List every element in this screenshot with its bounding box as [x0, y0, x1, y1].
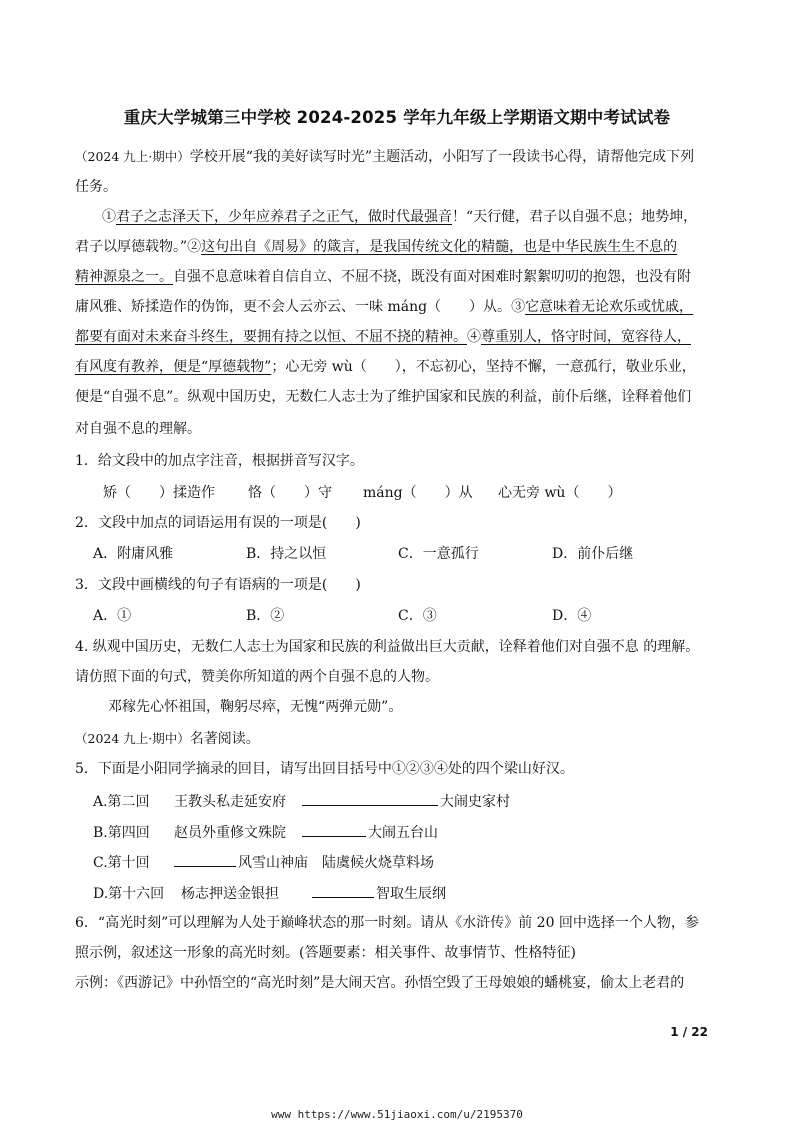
passage-line-2-text: 君子以厚德载物。” [75, 239, 188, 255]
q5-row-a-part1: 王教头私走延安府 [174, 794, 286, 810]
passage-line-1-rest: ！“天行健，君子以自强不息；地势坤， [452, 209, 698, 225]
sentence-4-marker: ④ [467, 329, 481, 345]
passage-line-8: 对自强不息的理解。 [75, 421, 201, 437]
passage-line-4 [75, 297, 693, 317]
question-2-stem: 2．文段中加点的词语运用有误的一项是( ) [75, 515, 361, 531]
q1-item-3: máng（ ）从 [363, 485, 473, 501]
q5-row-a-part2: 大闹史家村 [440, 794, 510, 810]
q3-option-c: C．③ [398, 608, 437, 624]
sentence-1-marker: ① [102, 209, 116, 225]
q3-option-a: A．① [93, 608, 132, 624]
passage-line-6-rest: ；心无旁 wù（ ），不忘初心，坚持不懈，一意孤行，敬业乐业， [271, 359, 696, 375]
q2-option-c: C．一意孤行 [398, 546, 479, 562]
q5-row-b-label: B.第四回 [93, 825, 150, 841]
question-6-line-2: 照示例，叙述这一形象的高光时刻。(答题要素：相关事件、故事情节、性格特征) [75, 945, 576, 961]
q1-item-4: 心无旁 wù（ ） [498, 485, 622, 501]
sentence-3-underlined-end: 都要有面对未来奋斗终生，要拥有持之以恒、不屈不挠的精神。 [75, 329, 467, 345]
q5-row-d-label: D.第十六回 [93, 886, 165, 902]
q5-row-a-label: A.第二回 [93, 794, 150, 810]
passage-line-3 [75, 267, 691, 287]
q5-row-a-blank[interactable] [302, 791, 438, 806]
question-3-stem: 3．文段中画横线的句子有语病的一项是( ) [75, 577, 361, 593]
question-4-line-2: 请仿照下面的句式，赞美你所知道的两个自强不息的人物。 [75, 669, 439, 685]
passage-line-1 [102, 207, 697, 227]
q2-option-b: B．持之以恒 [246, 546, 327, 562]
q5-row-d-blank[interactable] [312, 883, 374, 898]
intro-line-1 [75, 147, 694, 167]
question-1-stem: 1．给文段中的加点字注音，根据拼音写汉字。 [75, 453, 364, 469]
section-2-header [75, 729, 260, 749]
passage-line-5 [75, 327, 691, 347]
sentence-4-underlined: 尊重别人，恪守时间，宽容待人， [481, 329, 691, 345]
q1-item-2: 恪（ ）守 [248, 485, 332, 501]
question-6-example: 示例：《西游记》中孙悟空的“高光时刻”是大闹天宫。孙悟空毁了王母娘娘的蟠桃宴，偷太上老君的 [75, 975, 685, 991]
q5-row-c-part2: 风雪山神庙 陆虞候火烧草料场 [238, 855, 434, 871]
section-2-text: 名著阅读。 [189, 731, 260, 747]
sentence-1-underlined: 君子之志泽天下，少年应养君子之正气，做时代最强音 [116, 209, 452, 225]
sentence-4-underlined-end: 有风度有教养，便是“厚德载物” [75, 359, 272, 375]
intro-line-2: 任务。 [75, 179, 117, 195]
sentence-2-underlined: 这句出自《周易》的箴言，是我国传统文化的精髓，也是中华民族生生不息的 [201, 239, 678, 255]
question-4-line-1: 4. 纵观中国历史，无数仁人志士为国家和民族的利益做出巨大贡献，诠释着他们对自强不息 的理解。 [75, 639, 700, 655]
exam-title: 重庆大学城第三中学校 2024-2025 学年九年级上学期语文期中考试试卷 [123, 108, 671, 127]
sentence-2-marker: ② [187, 239, 202, 255]
passage-line-6 [75, 357, 696, 377]
q5-row-b-blank[interactable] [302, 822, 366, 837]
q5-row-d-part1: 杨志押送金银担 [181, 886, 279, 902]
section-2-source: （2024 九上·期中） [75, 731, 190, 746]
passage-line-2 [75, 237, 677, 257]
intro-text-1: 学校开展“我的美好读写时光”主题活动，小阳写了一段读书心得，请帮他完成下列 [189, 149, 695, 165]
question-4-example: 邓稼先心怀祖国，鞠躬尽瘁，无愧“两弹元勋”。 [108, 699, 403, 715]
q5-row-b-part1: 赵员外重修文殊院 [174, 825, 286, 841]
question-6-line-1: 6．“高光时刻”可以理解为人处于巅峰状态的那一时刻。请从《水浒传》前 20 回中选择一个人物，参 [75, 915, 699, 931]
q1-item-1: 矫（ ）揉造作 [103, 485, 215, 501]
passage-line-3-rest: 自强不息意味着自信自立、不屈不挠，既没有面对困难时絮絮叨叨的抱怨，也没有附 [173, 269, 691, 285]
q5-row-c-blank[interactable] [174, 852, 236, 867]
q3-option-b: B．② [246, 608, 285, 624]
q2-option-a: A．附庸风雅 [93, 546, 174, 562]
sentence-3-underlined: 它意味着无论欢乐或忧戚， [525, 299, 694, 315]
question-5-stem: 5．下面是小阳同学摘录的回目，请写出回目括号中①②③④处的四个梁山好汉。 [75, 761, 574, 777]
q3-option-d: D．④ [552, 608, 592, 624]
source-footer[interactable]: www https://www.51jiaoxi.com/u/2195370 [271, 1108, 523, 1121]
q5-row-d-part2: 智取生辰纲 [376, 886, 446, 902]
sentence-3-marker: ③ [511, 299, 526, 315]
q5-row-b-part2: 大闹五台山 [368, 825, 438, 841]
q5-row-c-label: C.第十回 [93, 855, 150, 871]
page-number: 1 / 22 [670, 1025, 708, 1039]
intro-source: （2024 九上·期中） [75, 149, 190, 164]
q2-option-d: D．前仆后继 [552, 546, 634, 562]
passage-line-4-text: 庸风雅、矫揉造作的伪饰，更不会人云亦云、一味 máng（ ）从。 [75, 299, 512, 315]
passage-line-7: 便是“自强不息”。纵观中国历史，无数仁人志士为了维护国家和民族的利益，前仆后继，诠释着他们 [75, 389, 692, 405]
sentence-2-underlined-end: 精神源泉之一。 [75, 269, 173, 285]
